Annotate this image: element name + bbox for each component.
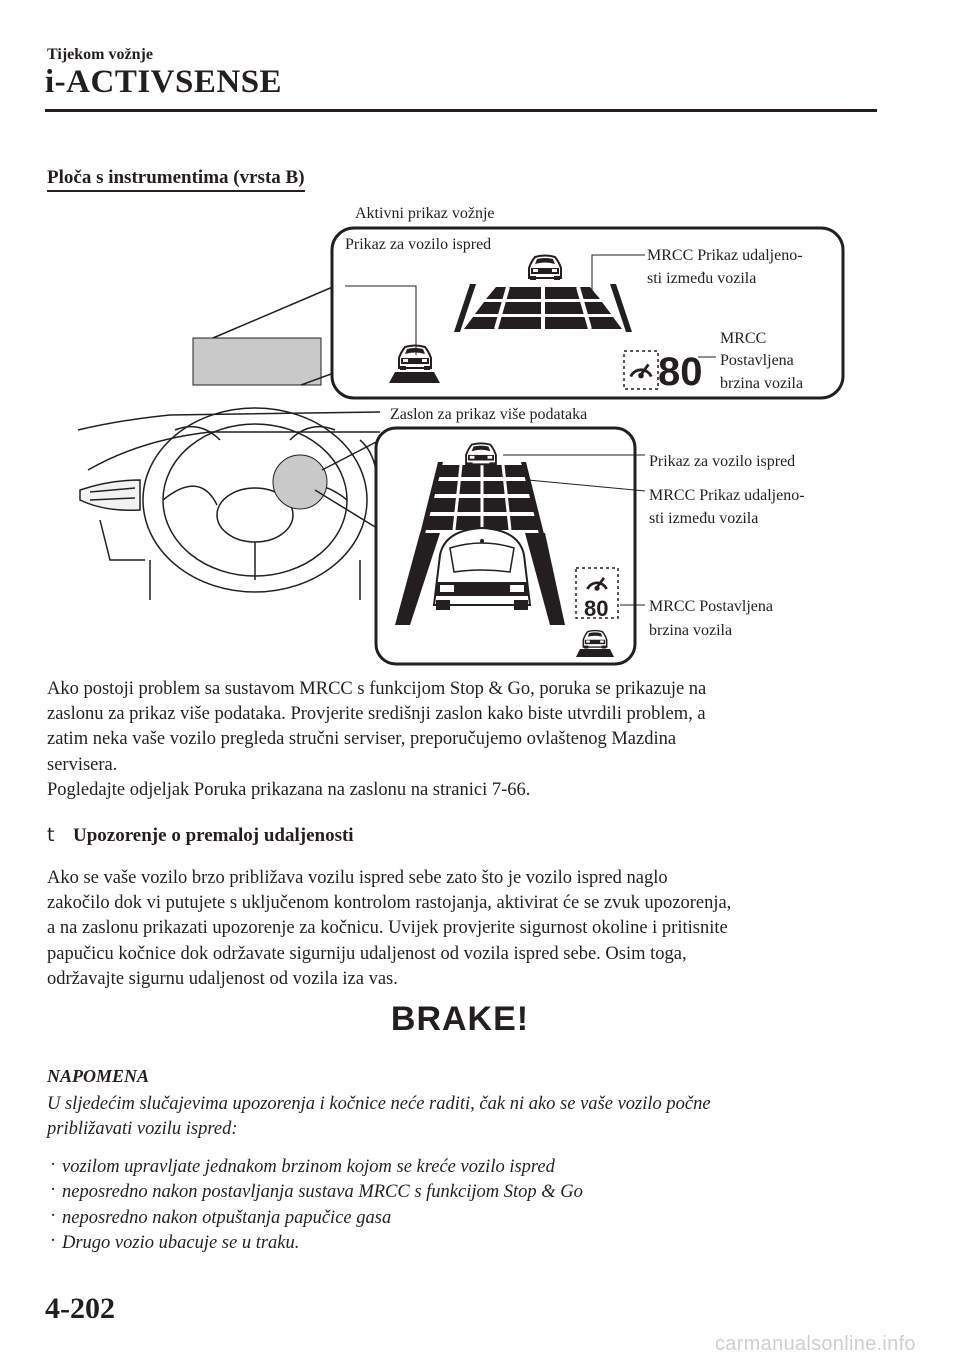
mid-speed-label-1: MRCC Postavljena <box>649 598 774 615</box>
active-display-label: Aktivni prikaz vožnje <box>355 205 495 222</box>
hud-speed-label-2: Postavljena <box>720 352 794 369</box>
dashboard-drawing <box>78 408 380 600</box>
section-title: i-ACTIVSENSE <box>45 64 283 100</box>
mid-distance-bars <box>420 462 544 534</box>
watermark: carmanualsonline.info <box>715 1333 916 1355</box>
hud-distance-label-2: sti između vozila <box>647 270 757 287</box>
multi-display-label: Zaslon za prikaz više podataka <box>390 406 588 423</box>
list-item: · Drugo vozio ubacuje se u traku. <box>47 1231 583 1256</box>
mid-distance-label-1: MRCC Prikaz udaljeno- <box>649 487 805 504</box>
note-list <box>47 1155 583 1257</box>
windshield-area <box>193 338 321 385</box>
hud-speed-value: 80 <box>658 350 703 394</box>
instrument-figure <box>0 0 960 680</box>
hud-distance-label-1: MRCC Prikaz udaljeno- <box>647 247 803 264</box>
section-label: Tijekom vožnje <box>47 46 153 63</box>
list-item: · neposredno nakon postavljanja sustava MRCC s funkcijom Stop & Go <box>47 1180 583 1205</box>
mid-rear-car-icon <box>583 631 606 649</box>
mid-speed-value: 80 <box>584 596 609 621</box>
hud-vehicle-ahead-label: Prikaz za vozilo ispred <box>345 236 492 253</box>
hud-lead-car-icon <box>529 256 561 281</box>
page-number: 4-202 <box>45 1292 115 1325</box>
note-text: U sljedećim slučajevima upozorenja i kočnice neće raditi, čak ni ako se vaše vozilo počne približavati vozilu ispred: <box>47 1094 711 1139</box>
mid-vehicle-ahead-label: Prikaz za vozilo ispred <box>649 453 796 470</box>
warning-heading: t Upozorenje o premaloj udaljenosti <box>47 824 354 846</box>
mid-speed-label-2: brzina vozila <box>649 622 733 639</box>
note-title: NAPOMENA <box>47 1066 150 1086</box>
multi-display-highlight <box>273 455 327 509</box>
brake-warning-text: BRAKE! <box>390 1000 530 1038</box>
hud-speed-label-1: MRCC <box>720 330 767 347</box>
problem-paragraph: Ako postoji problem sa sustavom MRCC s funkcijom Stop & Go, poruka se prikazuje na zaslonu za prikaz više podataka. Provjerite središnji zaslon kako biste utvrdili problem, a zatim neka vaše vozilo pregleda stručni serviser, preporučujemo ovlaštenog Mazdina servisera. Pogledajte odjeljak Poruka prikazana na zaslonu na stranici 7-66. <box>47 679 707 800</box>
sub-heading: Ploča s instrumentima (vrsta B) <box>47 167 305 192</box>
warning-marker: t <box>47 824 55 846</box>
list-item: · neposredno nakon otpuštanja papučice gasa <box>47 1206 583 1231</box>
hud-speed-label-3: brzina vozila <box>720 375 804 392</box>
hud-own-car-icon <box>399 346 431 371</box>
mid-distance-label-2: sti između vozila <box>649 510 759 527</box>
list-item: · vozilom upravljate jednakom brzinom kojom se kreće vozilo ispred <box>47 1155 583 1180</box>
warning-paragraph: Ako se vaše vozilo brzo približava vozilu ispred sebe zato što je vozilo ispred naglo zakočilo dok vi putujete s uključenom kontrolom rastojanja, aktivirat će se zvuk upozorenja, a na zaslonu prikazati upozorenje za kočnicu. Uvijek provjerite sigurnost okoline i pritisnite papučicu kočnice dok održavate sigurniju udaljenost od vozila ispred sebe. Osim toga, održavajte sigurnu udaljenost od vozila iza vas. <box>47 868 732 989</box>
mid-own-car-icon <box>434 528 530 610</box>
mid-lead-car-icon <box>466 443 496 466</box>
